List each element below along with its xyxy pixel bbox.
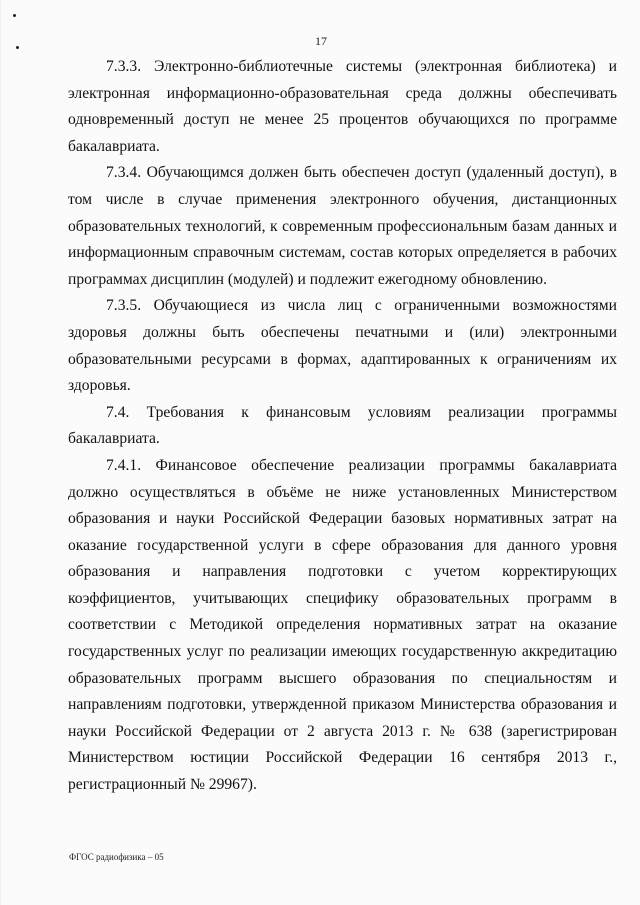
paragraph-7-3-5: 7.3.5. Обучающиеся из числа лиц с ограниченными возможностями здоровья должны быть обеспечены печатными и (или) электронными образовательными ресурсами в формах, адаптированных к ограничениям их здоровья. xyxy=(68,297,617,395)
paragraph-7-3-3: 7.3.3. Электронно-библиотечные системы (электронная библиотека) и электронная информационно-образовательная среда должны обеспечивать одновременный доступ не менее 25 процентов обучающихся по программе бакалавриата. xyxy=(68,58,617,155)
document-body xyxy=(68,54,617,799)
page-number: 17 xyxy=(315,34,327,48)
paragraph-7-4-1: 7.4.1. Финансовое обеспечение реализации программы бакалавриата должно осуществляться в объёме не ниже установленных Министерством образования и науки Российской Федерации базовых нормативных затрат на оказание государственной услуги в сфере образования для данного уровня образования и направления подготовки с учетом корректирующих коэффициентов, учитывающих специфику образовательных программ в соответствии с Методикой определения нормативных затрат на оказание государственных услуг по реализации имеющих государственную аккредитацию образовательных программ высшего образования по специальностям и направлениям подготовки, утвержденной приказом Министерства образования и науки Российской Федерации от 2 августа 2013 г. № 638 (зарегистрирован Министерством юстиции Российской Федерации 16 сентября 2013 г., регистрационный № 29967). xyxy=(68,456,617,794)
footer-label: ФГОС радиофизика – 05 xyxy=(69,852,164,862)
paragraph-7-4: 7.4. Требования к финансовым условиям реализации программы бакалавриата. xyxy=(68,403,617,448)
scan-mark xyxy=(13,14,16,17)
paragraph-7-3-4: 7.3.4. Обучающимся должен быть обеспечен доступ (удаленный доступ), в том числе в случае применения электронного обучения, дистанционных образовательных технологий, к современным профессиональным базам данных и информационным справочным системам, состав которых определяется в рабочих программах дисциплин (модулей) и подлежит ежегодному обновлению. xyxy=(68,164,617,288)
